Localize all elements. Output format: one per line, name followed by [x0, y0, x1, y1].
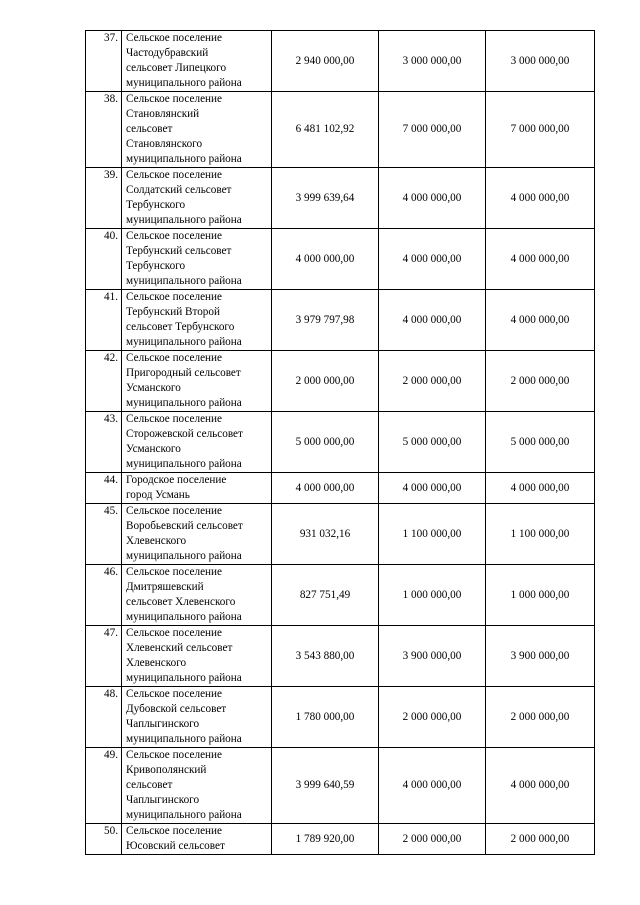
amount-cell-2: 3 000 000,00 — [379, 31, 486, 92]
amount-cell-2: 4 000 000,00 — [379, 168, 486, 229]
settlement-name-line: Чаплыгинского — [126, 718, 200, 730]
row-number: 49. — [86, 748, 122, 824]
settlement-name-line: муниципального района — [126, 458, 242, 470]
table-row — [86, 565, 595, 626]
settlement-name-line: Городское поселение — [126, 474, 227, 486]
amount-cell-1: 3 999 639,64 — [272, 168, 379, 229]
amount-cell-2: 4 000 000,00 — [379, 290, 486, 351]
amount-cell-1: 2 000 000,00 — [272, 351, 379, 412]
table-row — [86, 748, 595, 824]
settlement-name-line: Тербунский Второй — [126, 306, 220, 318]
settlement-name-line: Сельское поселение — [126, 352, 222, 364]
settlement-name-line: Хлевенского — [126, 535, 187, 547]
row-number: 43. — [86, 412, 122, 473]
settlement-name-cell — [122, 687, 272, 748]
table-row — [86, 229, 595, 290]
amount-cell-1: 931 032,16 — [272, 504, 379, 565]
settlement-name-line: муниципального района — [126, 153, 242, 165]
settlement-name-cell — [122, 229, 272, 290]
settlement-name-line: Воробьевский сельсовет — [126, 520, 243, 532]
settlement-name-line: муниципального района — [126, 397, 242, 409]
settlement-name-line: Частодубравский — [126, 47, 209, 59]
table-row — [86, 626, 595, 687]
amount-cell-3: 2 000 000,00 — [486, 687, 595, 748]
settlement-name-line: сельсовет Тербунского — [126, 321, 235, 333]
amount-cell-1: 3 999 640,59 — [272, 748, 379, 824]
amount-cell-2: 7 000 000,00 — [379, 92, 486, 168]
settlement-name-line: Сторожевской сельсовет — [126, 428, 243, 440]
table-row — [86, 504, 595, 565]
settlement-name-line: Дмитряшевский — [126, 581, 204, 593]
settlement-name-line: Чаплыгинского — [126, 794, 200, 806]
amount-cell-3: 4 000 000,00 — [486, 290, 595, 351]
row-number: 46. — [86, 565, 122, 626]
settlement-name-cell — [122, 290, 272, 351]
settlement-name-line: Сельское поселение — [126, 627, 222, 639]
settlement-name-line: сельсовет — [126, 779, 173, 791]
settlement-name-line: муниципального района — [126, 550, 242, 562]
amount-cell-3: 4 000 000,00 — [486, 748, 595, 824]
settlement-name-line: Сельское поселение — [126, 169, 222, 181]
settlement-name-line: Тербунского — [126, 260, 186, 272]
amount-cell-1: 827 751,49 — [272, 565, 379, 626]
settlement-name-line: Сельское поселение — [126, 413, 222, 425]
table-row — [86, 351, 595, 412]
amount-cell-1: 4 000 000,00 — [272, 473, 379, 504]
amount-cell-3: 7 000 000,00 — [486, 92, 595, 168]
amount-cell-3: 2 000 000,00 — [486, 351, 595, 412]
row-number: 50. — [86, 824, 122, 855]
settlement-name-cell — [122, 626, 272, 687]
settlement-name-line: муниципального района — [126, 733, 242, 745]
row-number: 41. — [86, 290, 122, 351]
table-body — [86, 31, 595, 855]
settlement-name-line: Становлянского — [126, 138, 203, 150]
settlement-name-line: Юсовский сельсовет — [126, 840, 225, 852]
amount-cell-3: 4 000 000,00 — [486, 168, 595, 229]
amount-cell-1: 6 481 102,92 — [272, 92, 379, 168]
amount-cell-2: 4 000 000,00 — [379, 229, 486, 290]
settlement-name-line: Кривополянский — [126, 764, 207, 776]
settlement-name-line: сельсовет Хлевенского — [126, 596, 236, 608]
amount-cell-2: 1 000 000,00 — [379, 565, 486, 626]
settlement-name-line: Тербунского — [126, 199, 186, 211]
row-number: 38. — [86, 92, 122, 168]
row-number: 42. — [86, 351, 122, 412]
amount-cell-1: 1 780 000,00 — [272, 687, 379, 748]
row-number: 37. — [86, 31, 122, 92]
settlement-name-line: Сельское поселение — [126, 291, 222, 303]
table-row — [86, 412, 595, 473]
amount-cell-3: 1 100 000,00 — [486, 504, 595, 565]
row-number: 44. — [86, 473, 122, 504]
settlement-name-cell — [122, 504, 272, 565]
settlement-name-line: Усманского — [126, 382, 181, 394]
amount-cell-1: 2 940 000,00 — [272, 31, 379, 92]
table-row — [86, 473, 595, 504]
settlement-name-line: Дубовской сельсовет — [126, 703, 227, 715]
table-row — [86, 31, 595, 92]
row-number: 47. — [86, 626, 122, 687]
settlement-name-line: Сельское поселение — [126, 749, 222, 761]
settlement-name-cell — [122, 92, 272, 168]
table-row — [86, 92, 595, 168]
row-number: 45. — [86, 504, 122, 565]
settlement-name-line: муниципального района — [126, 214, 242, 226]
settlement-name-line: Сельское поселение — [126, 566, 222, 578]
settlement-name-line: Хлевенский сельсовет — [126, 642, 233, 654]
amount-cell-1: 1 789 920,00 — [272, 824, 379, 855]
settlement-name-line: Сельское поселение — [126, 32, 222, 44]
settlement-name-cell — [122, 351, 272, 412]
settlement-name-line: сельсовет — [126, 123, 173, 135]
settlement-name-line: муниципального района — [126, 77, 242, 89]
settlement-name-line: муниципального района — [126, 611, 242, 623]
budget-allocation-table — [85, 30, 595, 855]
settlement-name-line: Усманского — [126, 443, 181, 455]
settlement-name-line: муниципального района — [126, 336, 242, 348]
settlement-name-line: Сельское поселение — [126, 93, 222, 105]
settlement-name-line: Становлянский — [126, 108, 200, 120]
row-number: 39. — [86, 168, 122, 229]
amount-cell-1: 3 979 797,98 — [272, 290, 379, 351]
settlement-name-line: Хлевенского — [126, 657, 187, 669]
settlement-name-line: Сельское поселение — [126, 230, 222, 242]
amount-cell-3: 5 000 000,00 — [486, 412, 595, 473]
settlement-name-cell — [122, 31, 272, 92]
settlement-name-line: Солдатский сельсовет — [126, 184, 232, 196]
table-row — [86, 687, 595, 748]
amount-cell-3: 4 000 000,00 — [486, 229, 595, 290]
settlement-name-cell — [122, 473, 272, 504]
table-row — [86, 824, 595, 855]
settlement-name-line: город Усмань — [126, 489, 190, 501]
amount-cell-2: 5 000 000,00 — [379, 412, 486, 473]
settlement-name-cell — [122, 565, 272, 626]
amount-cell-2: 4 000 000,00 — [379, 473, 486, 504]
amount-cell-3: 3 900 000,00 — [486, 626, 595, 687]
settlement-name-line: сельсовет Липецкого — [126, 62, 227, 74]
settlement-name-cell — [122, 824, 272, 855]
amount-cell-2: 2 000 000,00 — [379, 351, 486, 412]
amount-cell-2: 3 900 000,00 — [379, 626, 486, 687]
table-row — [86, 290, 595, 351]
amount-cell-1: 4 000 000,00 — [272, 229, 379, 290]
settlement-name-line: Сельское поселение — [126, 505, 222, 517]
settlement-name-line: Сельское поселение — [126, 825, 222, 837]
row-number: 48. — [86, 687, 122, 748]
settlement-name-cell — [122, 168, 272, 229]
amount-cell-3: 4 000 000,00 — [486, 473, 595, 504]
amount-cell-3: 3 000 000,00 — [486, 31, 595, 92]
amount-cell-3: 2 000 000,00 — [486, 824, 595, 855]
amount-cell-2: 2 000 000,00 — [379, 824, 486, 855]
settlement-name-line: Пригородный сельсовет — [126, 367, 241, 379]
settlement-name-line: муниципального района — [126, 809, 242, 821]
table-row — [86, 168, 595, 229]
amount-cell-2: 1 100 000,00 — [379, 504, 486, 565]
settlement-name-line: Тербунский сельсовет — [126, 245, 232, 257]
amount-cell-1: 5 000 000,00 — [272, 412, 379, 473]
row-number: 40. — [86, 229, 122, 290]
amount-cell-2: 2 000 000,00 — [379, 687, 486, 748]
settlement-name-line: муниципального района — [126, 275, 242, 287]
settlement-name-line: Сельское поселение — [126, 688, 222, 700]
settlement-name-line: муниципального района — [126, 672, 242, 684]
amount-cell-3: 1 000 000,00 — [486, 565, 595, 626]
amount-cell-1: 3 543 880,00 — [272, 626, 379, 687]
settlement-name-cell — [122, 412, 272, 473]
settlement-name-cell — [122, 748, 272, 824]
amount-cell-2: 4 000 000,00 — [379, 748, 486, 824]
